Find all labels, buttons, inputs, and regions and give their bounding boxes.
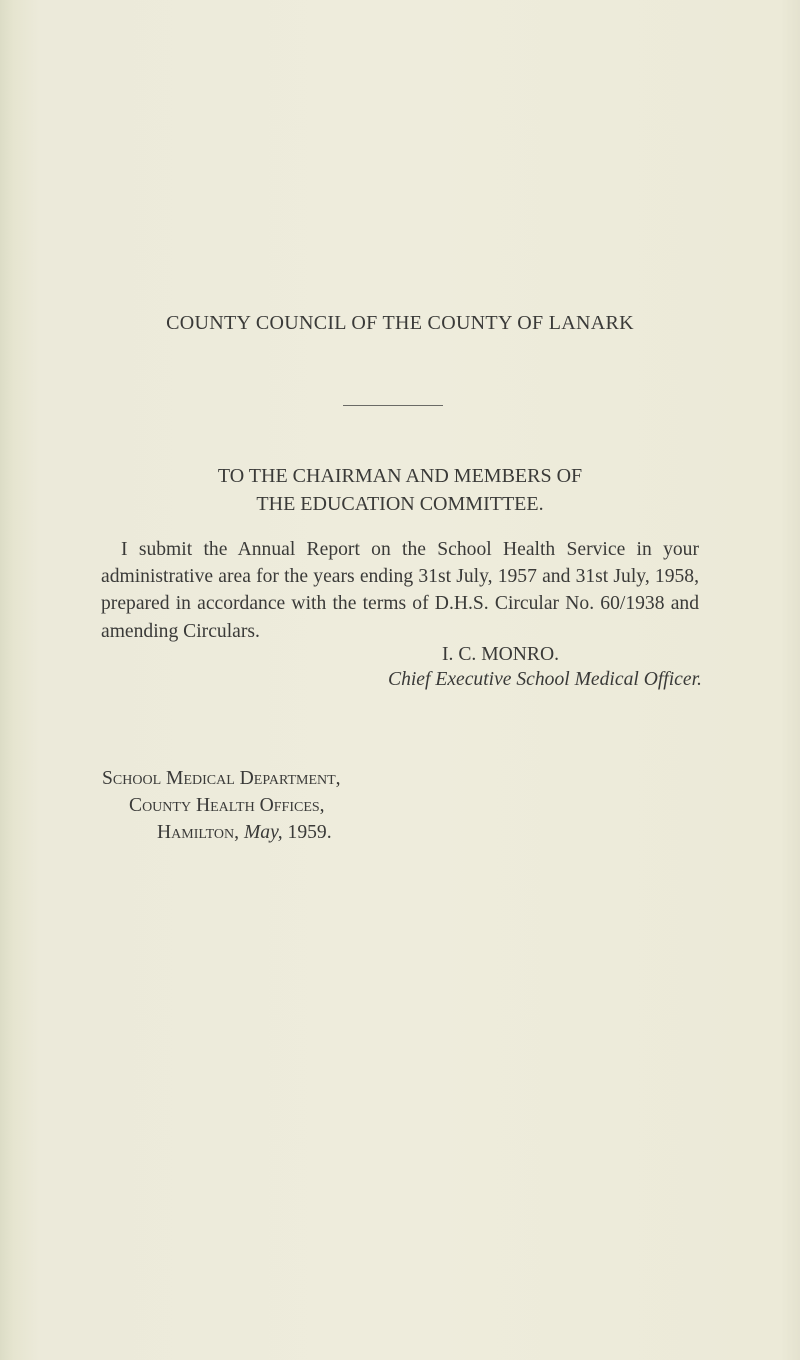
address-line-2: THE EDUCATION COMMITTEE. <box>256 493 544 515</box>
council-heading: COUNTY COUNCIL OF THE COUNTY OF LANARK <box>166 312 634 334</box>
signature-title: Chief Executive School Medical Officer. <box>388 669 702 690</box>
department-place: Hamilton, <box>157 822 240 843</box>
address-block <box>0 462 800 518</box>
department-line-2: County Health Offices, <box>129 795 325 816</box>
department-line-3 <box>102 819 341 846</box>
signature-name: I. C. MONRO. <box>442 644 560 665</box>
department-address <box>102 765 341 846</box>
body-paragraph: I submit the Annual Report on the School Health Service in your administrative area for the years ending 31st July, 1957 and 31st July, 1958, prepared in accordance with the terms of D.H.S. Circular No. 60/1938 and amending Circulars. <box>101 539 699 642</box>
department-month: May, <box>243 822 283 843</box>
address-line-1: TO THE CHAIRMAN AND MEMBERS OF <box>217 465 583 487</box>
divider-rule <box>343 405 443 406</box>
body-paragraph-block <box>101 536 699 645</box>
department-year: 1959. <box>287 822 332 843</box>
department-line-1: School Medical Department, <box>102 768 341 789</box>
